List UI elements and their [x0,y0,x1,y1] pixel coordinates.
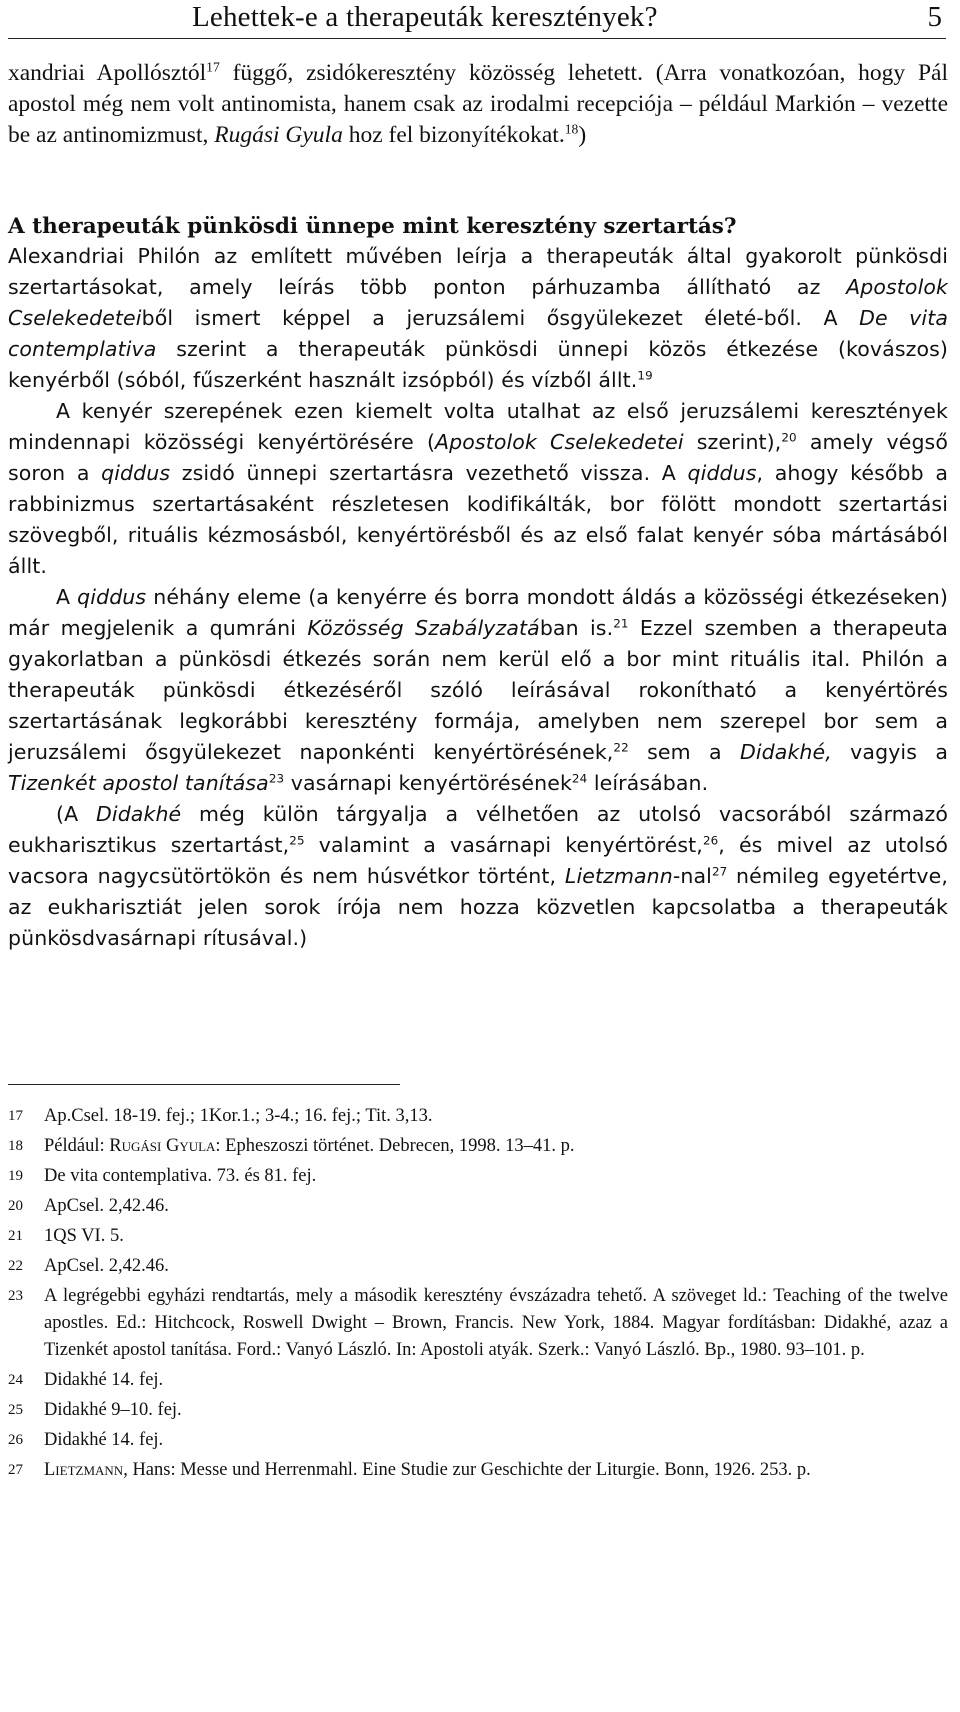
text-run: ) [578,122,587,148]
text-run: némileg egyetértve, az eukharisztiát jelen sorok írója nem hozza közvetlen kapcsolatba a therapeuták pünkösdvasárnapi rítusával.) [8,864,948,950]
italic-term: qiddus [77,585,147,609]
text-run: zsidó ünnepi szertartásra vezethető vissza. A [170,461,688,485]
text-run: Ezzel szemben a therapeuta gyakorlatban a pünkösdi étkezés során nem kerül elő a bor mint rituális ital. Philón a therapeuták pünkösdi étkezéséről szóló leírásával rokonítható a kenyértörés szertartásának legkorábbi keresztény formája, amelyben nem szerepel bor sem a jeruzsálemi ősgyülekezet naponkénti kenyértörésének, [8,616,948,764]
footnote-ref: 19 [637,368,653,383]
paragraph-qiddus [8,582,948,799]
text-run: valamint a vasárnapi kenyértörést, [304,833,703,857]
italic-title: Tizenkét apostol tanítása [8,771,269,795]
text-run: sem a [628,740,740,764]
footnote [8,1103,948,1130]
text-run: , Hans: Messe und Herrenmahl. Eine Studie zur Geschichte der Liturgie. Bonn, 1926. 253. p. [123,1460,811,1480]
footnote [8,1397,948,1424]
italic-name: Lietzmann [564,864,673,888]
footnote-ref: 20 [781,430,797,445]
text-run: néhány eleme (a kenyérre és borra mondott áldás a közösségi étkezéseken) már megjelenik a qumráni [8,585,948,640]
paragraph-bread [8,396,948,582]
footnote-text: Ap.Csel. 18-19. fej.; 1Kor.1.; 3-4.; 16. fej.; Tit. 3,13. [44,1106,433,1126]
footnote-number: 22 [8,1258,23,1274]
footnote-text: ApCsel. 2,42.46. [44,1256,169,1276]
footnote-text: Didakhé 14. fej. [44,1430,164,1450]
footnote-number: 26 [8,1432,23,1448]
footnote-text: ApCsel. 2,42.46. [44,1196,169,1216]
footnote-ref: 18 [564,121,579,137]
footnote [8,1367,948,1394]
text-run: szerint a therapeuták pünkösdi ünnepi közös étkezése (kovászos) kenyérből (sóból, fűszerként használt izsópból) és vízből állt. [8,337,948,392]
footnote-number: 19 [8,1168,23,1184]
footnote [8,1427,948,1454]
italic-title: Apostolok Cselekedetei [435,430,684,454]
author-name: Rugási Gyula [109,1136,216,1156]
text-run: függő, zsidókeresztény közösség lehetett. (Arra vonatkozóan, hogy Pál apostol még nem volt antinomista, hanem csak az irodalmi recepciója – például Markión – vezette be az antinomizmust, [8,60,948,148]
footnote [8,1163,948,1190]
text-run: leírásában. [587,771,709,795]
footnote-ref: 24 [571,771,588,786]
paragraph-continuation [8,58,948,151]
text-run: xandriai Apollósztól [8,60,207,86]
text-run: szerint), [683,430,782,454]
footnote [8,1133,948,1160]
footnote-number: 24 [8,1372,23,1388]
footnote-text: A legrégebbi egyházi rendtartás, mely a második keresztény évszázadra tehető. A szöveget ld.: Teaching of the twelve apostles. Ed.: Hitchcock, Roswell Dwight – Brown, Francis. New York, 1884. Magyar fordításban: Didakhé, azaz a Tizenkét apostol tanítása. Ford.: Vanyó László. In: Apostoli atyák. Szerk.: Vanyó László. Bp., 1980. 93–101. p. [44,1286,948,1360]
paragraph-philon [8,241,948,396]
text-run: hoz fel bizonyítékokat. [342,122,565,148]
footnote-text: 1QS VI. 5. [44,1226,124,1246]
footnote-number: 17 [8,1108,23,1124]
footnote [8,1253,948,1280]
footnote-ref: 21 [613,616,629,631]
footnote-ref: 26 [702,833,719,848]
footnote-number: 21 [8,1228,23,1244]
text-run: A kenyér szerepének ezen kiemelt volta utalhat az első jeruzsálemi keresztények mindennapi közösségi kenyértörésére ( [8,399,948,454]
text-run: vagyis a [831,740,948,764]
italic-term: qiddus [101,461,171,485]
footnote-ref: 22 [613,740,629,755]
italic-title: De vita contemplativa [8,306,948,361]
footnotes [8,1103,948,1487]
footnote-ref: 27 [711,864,728,879]
running-header-title: Lehettek-e a therapeuták keresztények? [192,1,658,33]
text-run: : Epheszoszi történet. Debrecen, 1998. 13–41. p. [215,1136,575,1156]
text-run: -nal [672,864,712,888]
footnote [8,1223,948,1250]
footnote-number: 20 [8,1198,23,1214]
footnote [8,1283,948,1364]
section-heading: A therapeuták pünkösdi ünnepe mint keresztény szertartás? [8,214,737,239]
text-run: Alexandriai Philón az említett művében leírja a therapeuták által gyakorolt pünkösdi szertartásokat, amely leírás több ponton párhuzamba állítható az [8,244,948,299]
text-run: ből ismert képpel a jeruzsálemi ősgyülekezet életé-ből. A [141,306,860,330]
footnote [8,1193,948,1220]
footnote [8,1457,948,1484]
text-run: amely végső soron a [8,430,948,485]
footnote-separator [8,1084,400,1085]
text-run: Például: [44,1136,110,1156]
text-run: még külön tárgyalja a vélhetően az utolsó vacsorából származó eukharisztikus szertartást, [8,802,948,857]
italic-name: Rugási Gyula [214,122,343,148]
footnote-text: De vita contemplativa. 73. és 81. fej. [44,1166,317,1186]
italic-title: Didakhé [96,802,182,826]
footnote-ref: 25 [289,833,305,848]
text-run: ban is. [539,616,614,640]
footnote-text [44,1457,948,1484]
footnote-ref: 17 [206,59,220,75]
italic-title: Közösség Szabályzatá [307,616,540,640]
text-run: , és mivel az utolsó vacsora nagycsütörtökön és nem húsvétkor történt, [8,833,948,888]
text-run: , ahogy később a rabbinizmus szertartásaként részletesen kodifikálták, bor fölött mondott szertartási szövegből, rituális kézmosásból, kenyértörésből és az első falat kenyér sóba mártásából állt. [8,461,948,578]
running-header [8,0,946,39]
text-run: vasárnapi kenyértörésének [284,771,572,795]
body-paragraphs [8,396,948,954]
author-name: Lietzmann [44,1460,124,1480]
text-run: A [56,585,78,609]
footnote-number: 25 [8,1402,23,1418]
footnote-text: Didakhé 14. fej. [44,1370,164,1390]
footnote-text [44,1133,948,1160]
italic-term: qiddus [687,461,757,485]
footnote-text: Didakhé 9–10. fej. [44,1400,182,1420]
footnote-number: 23 [8,1288,23,1304]
italic-title: Apostolok Cselekedetei [8,275,948,330]
footnote-number: 27 [8,1462,23,1478]
page-number: 5 [927,1,942,33]
footnote-number: 18 [8,1138,23,1154]
paragraph-didakhe [8,799,948,954]
italic-title: Didakhé, [739,740,832,764]
footnote-ref: 23 [268,771,285,786]
text-run: (A [56,802,97,826]
